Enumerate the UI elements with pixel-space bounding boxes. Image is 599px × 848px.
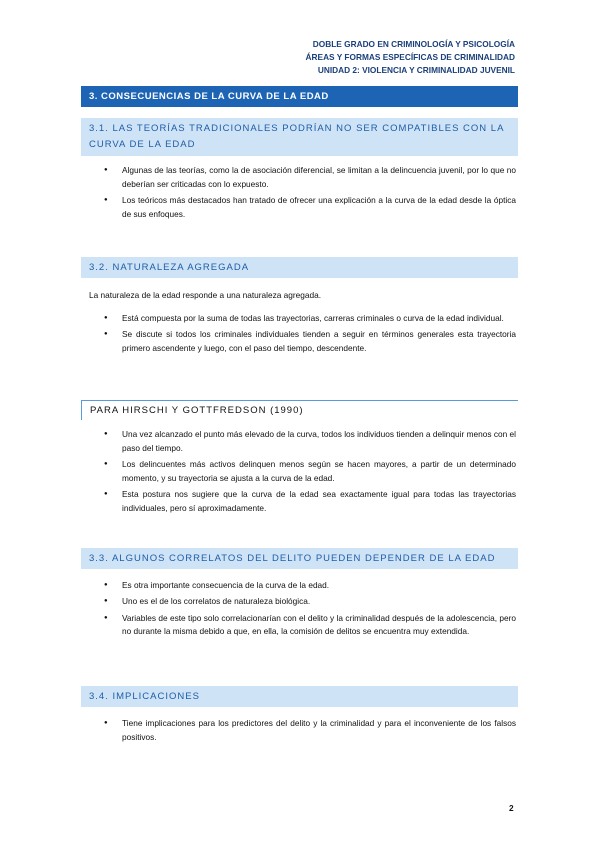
hirschi-gottfredson-list: [104, 428, 516, 518]
list-item: ● Se discute si todos los criminales individuales tienden a seguir en términos generales esta trayectoria primero ascendente y luego, con el paso del tiempo, descendente.: [104, 328, 516, 356]
header-unit: UNIDAD 2: VIOLENCIA Y CRIMINALIDAD JUVENIL: [317, 65, 515, 75]
section-3-3-list: [104, 579, 516, 642]
main-section-heading: 3. CONSECUENCIAS DE LA CURVA DE LA EDAD: [81, 86, 518, 107]
header-subject: ÁREAS Y FORMAS ESPECÍFICAS DE CRIMINALIDAD: [305, 52, 515, 62]
page-number: 2: [509, 803, 514, 813]
list-item: ● Está compuesta por la suma de todas las trayectorias, carreras criminales o curva de la edad individual.: [104, 312, 516, 326]
header-degree: DOBLE GRADO EN CRIMINOLOGÍA Y PSICOLOGÍA: [312, 39, 515, 49]
list-item: ● Esta postura nos sugiere que la curva de la edad sea exactamente igual para todas las trayectorias individuales, pero sí aproximadamente.: [104, 488, 516, 516]
list-item: ● Los teóricos más destacados han tratado de ofrecer una explicación a la curva de la edad desde la óptica de sus enfoques.: [104, 194, 516, 222]
section-3-3-heading: 3.3. ALGUNOS CORRELATOS DEL DELITO PUEDEN DEPENDER DE LA EDAD: [81, 548, 518, 569]
section-3-1-heading: 3.1. LAS TEORÍAS TRADICIONALES PODRÍAN NO SER COMPATIBLES CON LA CURVA DE LA EDAD: [81, 118, 518, 156]
list-item: ● Algunas de las teorías, como la de asociación diferencial, se limitan a la delincuencia juvenil, por lo que no deberían ser criticadas con lo expuesto.: [104, 164, 516, 192]
section-3-2-list: [104, 312, 516, 358]
section-3-4-list: [104, 717, 516, 747]
section-3-2-heading: 3.2. NATURALEZA AGREGADA: [81, 257, 518, 278]
list-item: ● Los delincuentes más activos delinquen menos según se hacen mayores, a partir de un determinado momento, y su trayectoria se ajusta a la curva de la edad.: [104, 458, 516, 486]
list-item: ● Tiene implicaciones para los predictores del delito y la criminalidad y para el inconveniente de los falsos positivos.: [104, 717, 516, 745]
section-3-1-list: [104, 164, 516, 224]
list-item: ● Variables de este tipo solo correlacionarían con el delito y la criminalidad después de la adolescencia, pero no durante la misma debido a que, en ella, la comisión de delitos se encuentra muy extendida.: [104, 612, 516, 640]
list-item: ● Una vez alcanzado el punto más elevado de la curva, todos los individuos tienden a delinquir menos con el paso del tiempo.: [104, 428, 516, 456]
section-3-4-heading: 3.4. IMPLICACIONES: [81, 686, 518, 707]
document-header: [306, 38, 515, 77]
section-3-2-intro: La naturaleza de la edad responde a una naturaleza agregada.: [89, 290, 322, 300]
hirschi-gottfredson-heading: PARA HIRSCHI Y GOTTFREDSON (1990): [81, 400, 518, 420]
list-item: ● Es otra importante consecuencia de la curva de la edad.: [104, 579, 516, 593]
list-item: ● Uno es el de los correlatos de naturaleza biológica.: [104, 595, 516, 609]
